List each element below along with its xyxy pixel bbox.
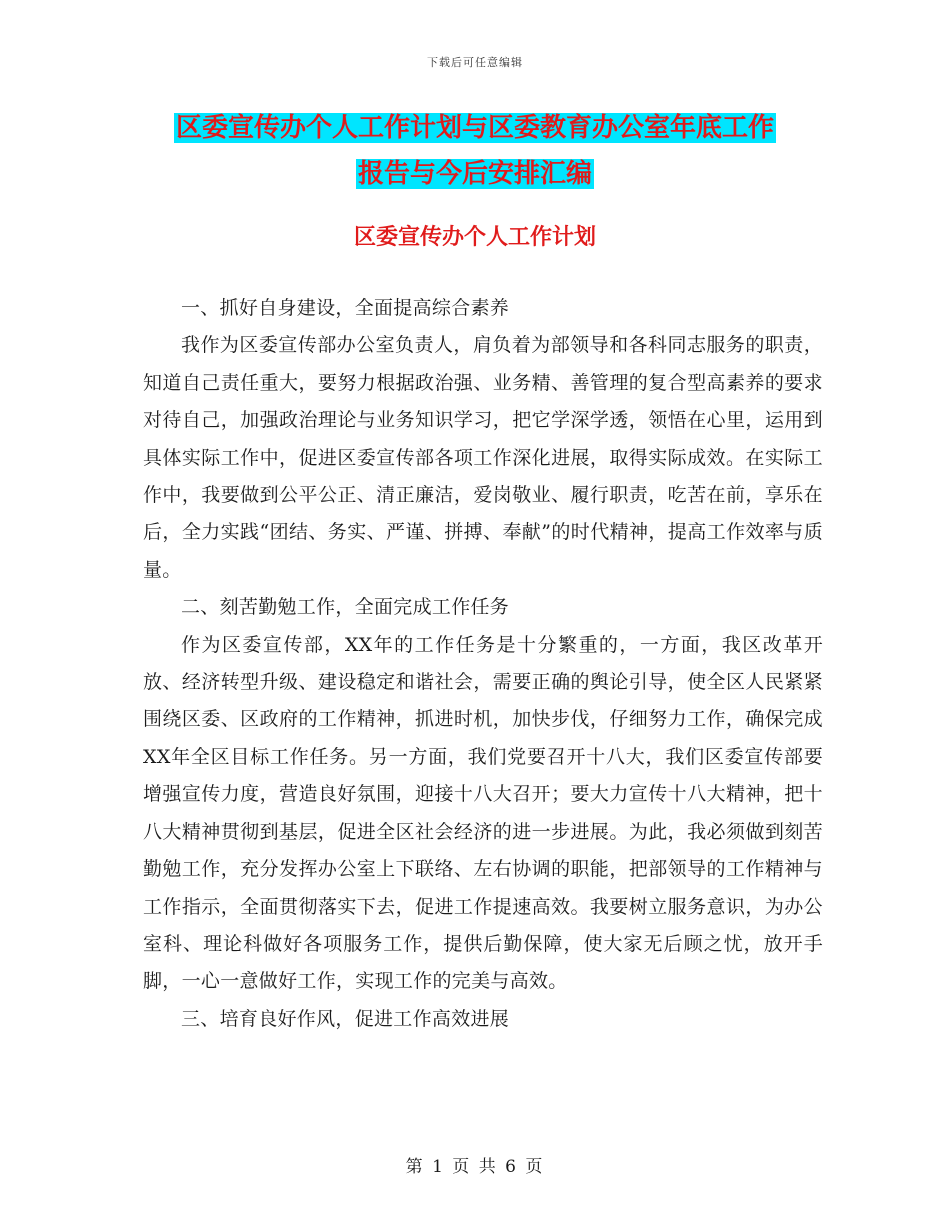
document-title-line-1	[0, 108, 950, 148]
document-title-text-1: 区委宣传办个人工作计划与区委教育办公室年底工作	[175, 113, 774, 143]
section-title: 区委宣传办个人工作计划	[353, 225, 596, 250]
page-number-footer: 第 1 页 共 6 页	[405, 1157, 545, 1177]
paragraph-2: 作为区委宣传部，XX年的工作任务是十分繁重的，一方面，我区改革开放、经济转型升级、建设稳定和谐社会，需要正确的舆论引导，使全区人民紧紧围绕区委、区政府的工作精神，抓进时机，加快步伐，仔细努力工作，确保完成XX年全区目标工作任务。另一方面，我们党要召开十八大，我们区委宣传部要增强宣传力度，营造良好氛围，迎接十八大召开；要大力宣传十八大精神，把十八大精神贯彻到基层，促进全区社会经济的进一步进展。为此，我必须做到刻苦勤勉工作，充分发挥办公室上下联络、左右协调的职能，把部领导的工作精神与工作指示，全面贯彻落实下去，促进工作提速高效。我要树立服务意识，为办公室科、理论科做好各项服务工作，提供后勤保障，使大家无后顾之忧，放开手脚，一心一意做好工作，实现工作的完美与高效。	[143, 633, 823, 993]
document-title-line-2	[0, 154, 950, 194]
document-title-text-2: 报告与今后安排汇编	[357, 159, 592, 189]
heading-3: 三、培育良好作风，促进工作高效进展	[181, 1007, 510, 1030]
paragraph-1: 我作为区委宣传部办公室负责人，肩负着为部领导和各科同志服务的职责，知道自己责任重大，要努力根据政治强、业务精、善管理的复合型高素养的要求对待自己，加强政治理论与业务知识学习，把它学深学透，领悟在心里，运用到具体实际工作中，促进区委宣传部各项工作深化进展，取得实际成效。在实际工作中，我要做到公平公正、清正廉洁，爱岗敬业、履行职责，吃苦在前，享乐在后，全力实践“团结、务实、严谨、拼搏、奉献”的时代精神，提高工作效率与质量。	[143, 334, 823, 581]
heading-1: 一、抓好自身建设，全面提高综合素养	[181, 297, 510, 319]
document-body	[143, 290, 823, 1038]
heading-2: 二、刻苦勤勉工作，全面完成工作任务	[181, 596, 510, 619]
page-header-note: 下载后可任意编辑	[427, 56, 523, 69]
